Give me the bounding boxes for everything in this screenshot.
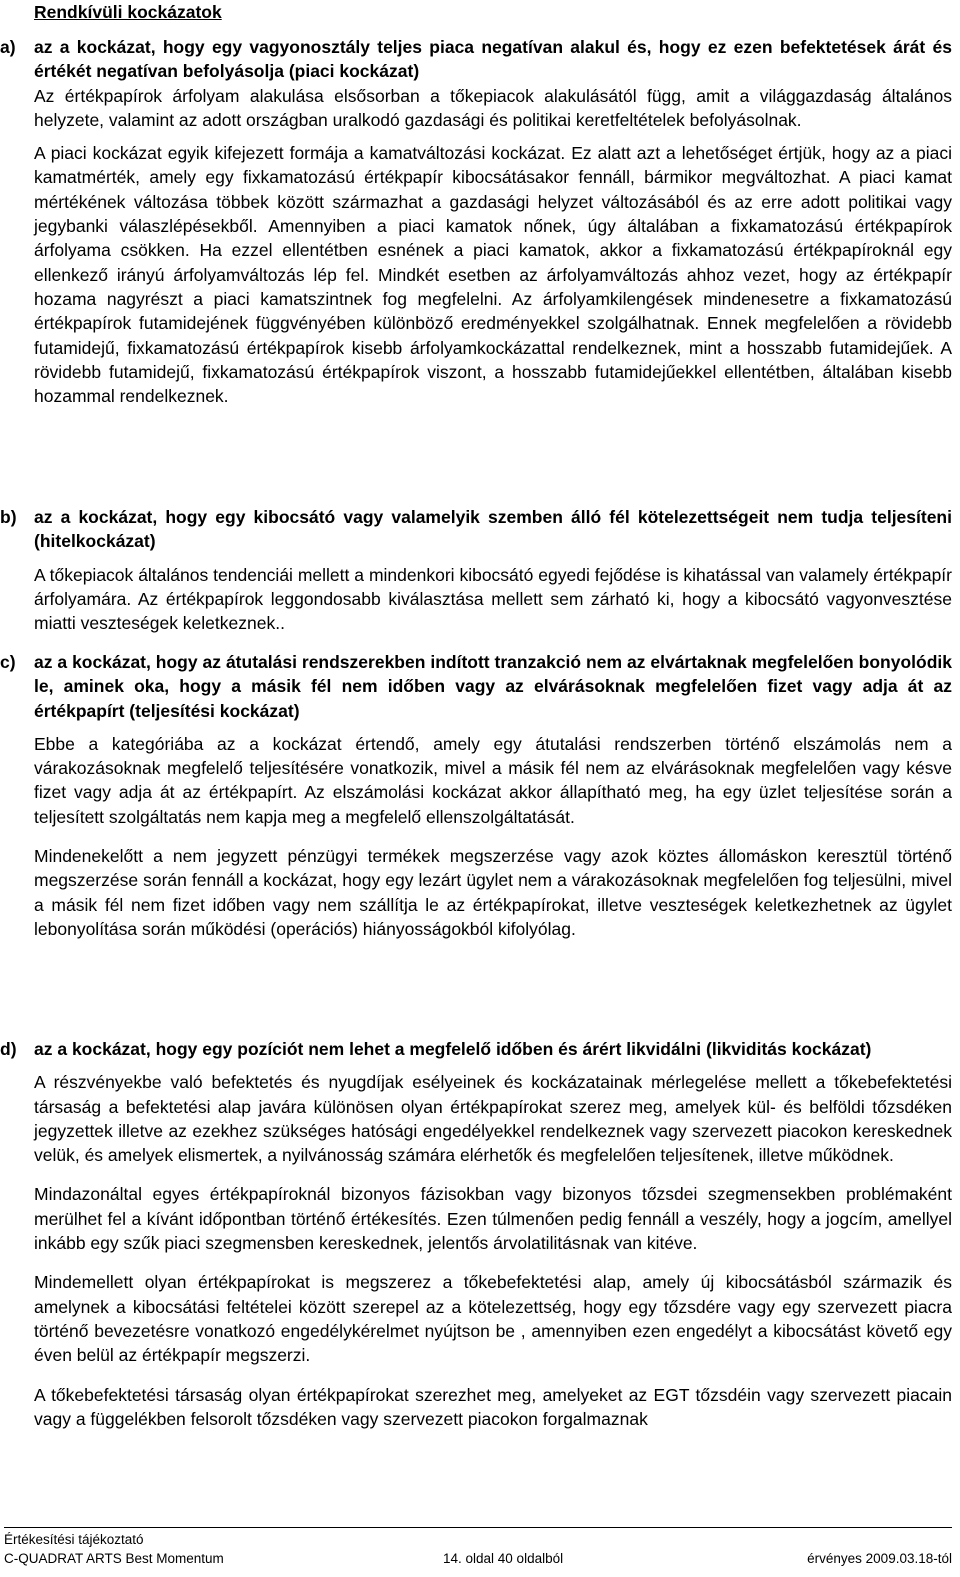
paragraph: Mindemellett olyan értékpapírokat is megszerez a tőkebefektetési alap, amely új kibocsátásból származik és amelynek a kibocsátási feltételei között szerepel az a kötelezettség, hogy egy tőzsdére vagy egy szervezett piacra történő bevezetésre vonatkozó engedélykérelmet nyújtson be , amennyiben ezen engedélyt a kibocsátást követő egy éven belül az értékpapír megszerzi. [34, 1272, 952, 1366]
paragraph: A piaci kockázat egyik kifejezett formája a kamatváltozási kockázat. Ez alatt azt a lehetőséget értjük, hogy az a piaci kamatmérték, amely egy fixkamatozású értékpapír kibocsátásakor fennáll, bármikor megváltozhat. A piaci kamat mértékének változása többek között származhat a gazdasági helyzet változásából és az erre adott politikai vagy jegybanki válaszlépésekből. Amennyiben a piaci kamatok nőnek, úgy általában a fixkamatozású értékpapírok árfolyama csökken. Ha ezzel ellentétben esnének a piaci kamatok, akkor a fixkamatozású értékpapíroknál egy ellenkező irányú árfolyamváltozás lép fel. Mindkét esetben az árfolyamváltozás ahhoz vezet, hogy az értékpapír hozama nagyrészt a piaci kamatszintnek fog megfelelni. Az árfolyamkilengések mindenesetre a fixkamatozású értékpapírok futamidejének függvényében különböző eredményekkel szolgálhatnak. Ennek megfelelően a rövidebb futamidejű, fixkamatozású értékpapírok kisebb árfolyamkockázattal rendelkeznek, mint a hosszabb futamidejűek. A rövidebb futamidejű, fixkamatozású értékpapírok viszont, a hosszabb futamidejűekkel ellentétben, általában kisebb hozammal rendelkeznek. [34, 143, 952, 407]
section-b [0, 505, 952, 635]
section-label: c) [0, 652, 16, 672]
section-heading [0, 1037, 952, 1061]
paragraph: A tőkepiacok általános tendenciái mellett a mindenkori kibocsátó egyedi fejődése is kihatással van valamely értékpapír árfolyamára. Az értékpapírok leggondosabb kiválasztása mellett sem zárható ki, hogy a kibocsátó vagyonvesztése miatti veszteségek keletkeznek.. [34, 564, 952, 634]
section-heading-text: az a kockázat, hogy egy kibocsátó vagy valamelyik szemben álló fél kötelezettségeit nem tudja teljesíteni (hitelkockázat) [34, 507, 952, 552]
paragraph: Mindenekelőtt a nem jegyzett pénzügyi termékek megszerzése vagy azok köztes állomáskon keresztül történő megszerzése során fennáll a kockázat, hogy egy lezárt ügylet nem a várakozásoknak megfelelően fog teljesülni, mivel a másik fél nem fizet időben vagy nem szállítja le az értékpapírokat, illetve veszteségek keletkezhetnek az ügylet lebonyolítása során működési (operációs) hiányosságokból kifolyólag. [34, 846, 952, 939]
footer-doc-title: Értékesítési tájékoztató [4, 1532, 144, 1547]
section-c [0, 650, 952, 941]
section-heading-text: az a kockázat, hogy az átutalási rendszerekben indított tranzakció nem az elvártaknak megfelelően bonyolódik le, aminek oka, hogy a másik fél nem időben vagy az elvárásoknak megfelelően fizet vagy adja át az értékpapírt (teljesítési kockázat) [34, 652, 952, 721]
paragraph: A tőkebefektetési társaság olyan értékpapírokat szerezhet meg, amelyeket az EGT tőzsdéin vagy szervezett piacain vagy a függelékben felsorolt tőzsdéken vagy szervezett piacokon forgalmaznak [34, 1384, 952, 1429]
footer-divider [4, 1527, 952, 1528]
paragraph: A részvényekbe való befektetés és nyugdíjak esélyeinek és kockázatainak mérlegelése mellett a tőkebefektetési társaság a befektetési alap javára különösen olyan értékpapírokat szerez meg, amelyek kül- és belföldi tőzsdéken jegyzettek illetve az ezekhez szükséges hatósági engedélyekkel rendelkeznek vagy szervezett piacokon kereskednek velük, és amelyek elismertek, a nyilvánosság számára elérhetők és megfelelően teljesítenek, illetve működnek. [34, 1072, 952, 1166]
section-a [0, 35, 952, 408]
paragraph: Az értékpapírok árfolyam alakulása elsősorban a tőkepiacok alakulásától függ, amit a világgazdaság általános helyzete, valamint az adott országban uralkodó gazdasági és politikai keretfeltételek befolyásolnak. [34, 85, 952, 130]
paragraph: Ebbe a kategóriába az a kockázat értendő, amely egy átutalási rendszerben történő elszámolás nem a várakozásoknak megfelelő teljesítésére vonatkozik, mivel a másik fél nem az elvárásoknak megfelelően vagy késve fizet vagy adja át az értékpapírt. Az elszámolási kockázat akkor állapítható meg, ha egy üzlet teljesítése során a teljesített szolgáltatás nem kapja meg a megfelelő ellenszolgáltatását. [34, 733, 952, 827]
section-heading-text: az a kockázat, hogy egy vagyonosztály teljes piaca negatívan alakul és, hogy ez ezen befektetések árát és értékét negatívan befolyásolja (piaci kockázat) [34, 37, 952, 82]
section-heading-text: az a kockázat, hogy egy pozíciót nem lehet a megfelelő időben és árért likvidálni (likviditás kockázat) [34, 1039, 872, 1059]
section-label: b) [0, 507, 17, 527]
page-title: Rendkívüli kockázatok [34, 2, 222, 22]
section-heading [0, 35, 952, 84]
footer-page-number: 14. oldal 40 oldalból [443, 1551, 564, 1566]
footer-company: C-QUADRAT ARTS Best Momentum [4, 1551, 224, 1566]
section-heading [0, 650, 952, 723]
section-label: a) [0, 37, 16, 57]
section-heading [0, 505, 952, 554]
footer-valid-date: érvényes 2009.03.18-tól [807, 1551, 952, 1566]
paragraph: Mindazonáltal egyes értékpapíroknál bizonyos fázisokban vagy bizonyos tőzsdei szegmensekben problémaként merülhet fel a kívánt időpontban történő értékesítés. Ezen túlmenően pedig fennáll a veszély, hogy a jogcím, amellyel inkább egy szűk piaci szegmensben kereskednek, jelentős árvolatilitásnak van kitéve. [34, 1184, 952, 1254]
section-label: d) [0, 1039, 17, 1059]
section-d [0, 1037, 952, 1431]
